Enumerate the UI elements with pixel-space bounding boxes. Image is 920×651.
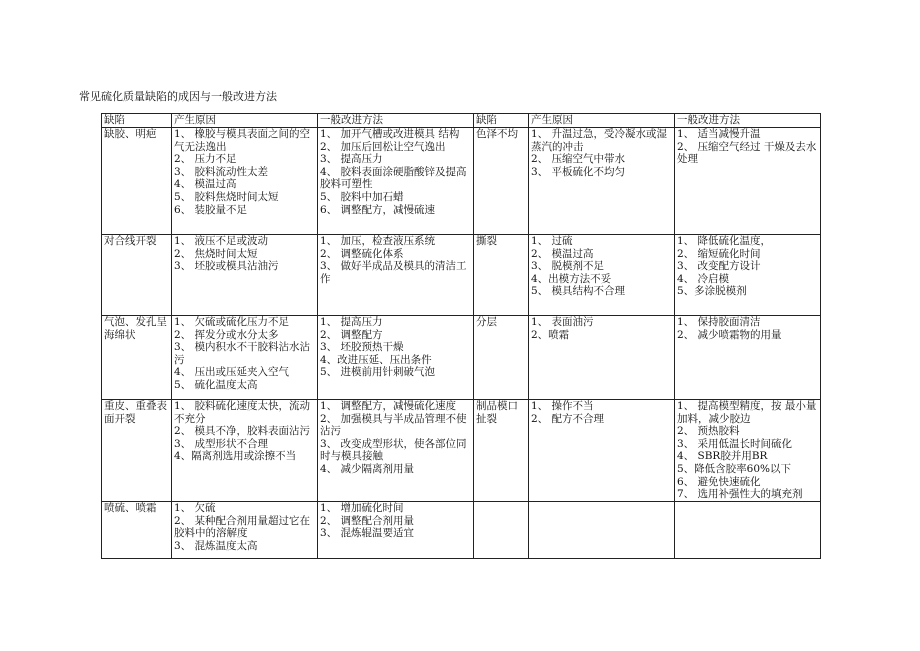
list-item: 5、 硫化温度太高 [174,378,258,391]
list-item: 1、 提高模型精度，按 最小量加料，减少胶边 [677,400,817,425]
cause-cell [172,128,318,235]
list-item: 2、 调整配合剂用量 [320,514,415,527]
list-item: 5、 模具结构不合理 [531,285,626,298]
header-fix-2: 一般改进方法 [675,114,821,128]
document-title: 常见硫化质量缺陷的成因与一般改进方法 [79,90,277,103]
header-row [102,114,821,128]
cause-cell-content [174,235,315,315]
fix-cell-content [320,502,471,558]
table-row [102,502,821,559]
fix-cell-content [320,235,471,315]
defect-cell: 色泽不均 [474,128,529,235]
list-item: 2、 加压后回松让空气逸出 [320,140,446,153]
header-defect-2: 缺陷 [474,114,529,128]
list-item: 1、 欠硫或硫化压力不足 [174,316,290,328]
list-item: 3、 脱模剂不足 [531,260,605,273]
fix-cell-content [320,400,471,501]
table-row [102,400,821,502]
list-item: 1、 液压不足或波动 [174,235,269,247]
list-item: 3、 坯胶预热干燥 [320,341,404,354]
list-item: 2、 减少喷霜物的用量 [677,328,782,341]
list-item: 5、 胶料中加石蜡 [320,190,404,203]
cause-cell [529,316,675,400]
list-item: 1、 适当减慢升温 [677,128,761,140]
table-row [102,235,821,316]
list-item: 2、 压缩空气经过 干燥及去水处理 [677,140,817,166]
list-item: 4、改进压延、压出条件 [320,353,432,366]
list-item: 1、 调整配方，减慢硫化速度 [320,400,457,412]
header-fix: 一般改进方法 [318,114,474,128]
defect-cell: 缺胶、明疤 [102,128,172,235]
list-item: 1、 欠硫 [174,502,216,514]
cause-cell-content [531,400,672,501]
list-item: 2、 预热胶料 [677,425,740,438]
list-item: 4、 冷启模 [677,272,730,285]
list-item: 3、 模内积水不干胶料沾水沾污 [174,341,311,366]
list-item: 2、 缩短硫化时间 [677,247,761,260]
cause-cell [529,128,675,235]
cause-cell-content [531,235,672,315]
fix-cell-content [320,128,471,234]
fix-cell [675,128,821,235]
cause-cell-content [174,400,315,501]
list-item: 1、 保持胶面清洁 [677,316,761,328]
list-item: 2、喷霜 [531,328,570,341]
list-item: 2、 某种配合剂用量超过它在胶料中的溶解度 [174,514,311,540]
fix-cell-content [677,400,818,501]
list-item: 2、 模具不净，胶料表面沾污 [174,425,311,438]
list-item: 5、 进模前用针刺破气泡 [320,366,436,379]
list-item: 2、 焦烧时间太短 [174,247,258,260]
cause-cell-content [174,316,315,399]
table-row [102,128,821,235]
table-row [102,316,821,400]
cause-cell [172,235,318,316]
defect-cell: 对合线开裂 [102,235,172,316]
fix-cell [675,316,821,400]
list-item: 3、 成型形状不合理 [174,437,269,450]
cause-cell-content [174,502,315,558]
list-item: 3、 改变配方设计 [677,260,761,273]
defect-cell: 气泡、发孔呈海绵状 [102,316,172,400]
list-item: 1、 胶料硫化速度太快，流动不充分 [174,400,311,425]
fix-cell [318,400,474,502]
list-item: 3、 做好半成品及模具的清洁工作 [320,260,467,285]
list-item: 3、 胶料流动性太差 [174,165,269,178]
list-item: 3、 采用低温长时间硫化 [677,437,793,450]
list-item: 1、 表面油污 [531,316,594,328]
list-item: 6、 装胶量不足 [174,203,248,216]
cause-cell-content [531,502,672,558]
list-item: 4、隔离剂选用或涂擦不当 [174,450,297,463]
list-item: 6、 调整配方，减慢硫速 [320,203,436,216]
list-item: 1、 提高压力 [320,316,383,328]
list-item: 4、 胶料表面涂硬脂酸锌及提高胶料可塑性 [320,165,467,191]
defect-cell: 制品模口扯裂 [474,400,529,502]
list-item: 5、降低含胶率60%以下 [677,462,792,475]
fix-cell-content [677,128,818,234]
fix-cell [675,502,821,559]
list-item: 4、 SBR胶并用BR [677,450,768,463]
fix-cell-content [677,235,818,315]
fix-cell-content [677,316,818,399]
list-item: 3、 坯胶或模具沾油污 [174,260,279,273]
list-item: 4、 压出或压延夹入空气 [174,366,290,379]
fix-cell [675,400,821,502]
defect-cell [474,502,529,559]
header-cause: 产生原因 [172,114,318,128]
list-item: 3、 混炼温度太高 [174,539,258,552]
cause-cell-content [174,128,315,234]
list-item: 2、 挥发分或水分太多 [174,328,279,341]
defects-table [101,113,821,559]
list-item: 2、 加强模具与半成品管理不使沾污 [320,412,467,438]
list-item: 2、 压力不足 [174,153,237,166]
header-defect: 缺陷 [102,114,172,128]
defect-cell: 撕裂 [474,235,529,316]
fix-cell-content [677,502,818,558]
list-item: 3、 平板硫化不均匀 [531,165,626,178]
list-item: 1、 加开气槽或改进模具 结构 [320,128,460,140]
header-cause-2: 产生原因 [529,114,675,128]
list-item: 2、 调整硫化体系 [320,247,404,260]
list-item: 2、 压缩空气中带水 [531,153,626,166]
fix-cell-content [320,316,471,399]
list-item: 2、 配方不合理 [531,412,605,425]
list-item: 3、 提高压力 [320,153,383,166]
fix-cell [318,128,474,235]
list-item: 5、多涂脱模剂 [677,285,747,298]
list-item: 3、 改变成型形状，使各部位同时与模具接触 [320,437,467,463]
cause-cell [172,316,318,400]
list-item: 1、 增加硫化时间 [320,502,404,514]
list-item: 4、出模方法不妥 [531,272,612,285]
list-item: 1、 加压，检查液压系统 [320,235,436,247]
cause-cell [172,400,318,502]
cause-cell [529,235,675,316]
cause-cell [529,502,675,559]
list-item: 3、 混炼辊温要适宜 [320,527,415,540]
list-item: 5、 胶料焦烧时间太短 [174,190,279,203]
cause-cell-content [531,128,672,234]
list-item: 4、 模温过高 [174,178,237,191]
list-item: 4、 减少隔离剂用量 [320,462,415,475]
list-item: 1、 操作不当 [531,400,594,412]
list-item: 1、 橡胶与模具表面之间的空气无法逸出 [174,128,311,153]
fix-cell [318,235,474,316]
list-item: 2、 模温过高 [531,247,594,260]
fix-cell [675,235,821,316]
cause-cell-content [531,316,672,399]
list-item: 1、 过硫 [531,235,573,247]
list-item: 2、 调整配方 [320,328,383,341]
cause-cell [529,400,675,502]
fix-cell [318,316,474,400]
cause-cell [172,502,318,559]
list-item: 1、 降低硫化温度， [677,235,772,247]
defect-cell: 喷硫、喷霜 [102,502,172,559]
fix-cell [318,502,474,559]
defect-cell: 分层 [474,316,529,400]
list-item: 6、 避免快速硫化 [677,475,761,488]
list-item: 1、 升温过急，受冷凝水或湿蒸汽的冲击 [531,128,668,153]
defect-cell: 重皮、重叠表面开裂 [102,400,172,502]
list-item: 7、 选用补强性大的填充剂 [677,488,803,501]
